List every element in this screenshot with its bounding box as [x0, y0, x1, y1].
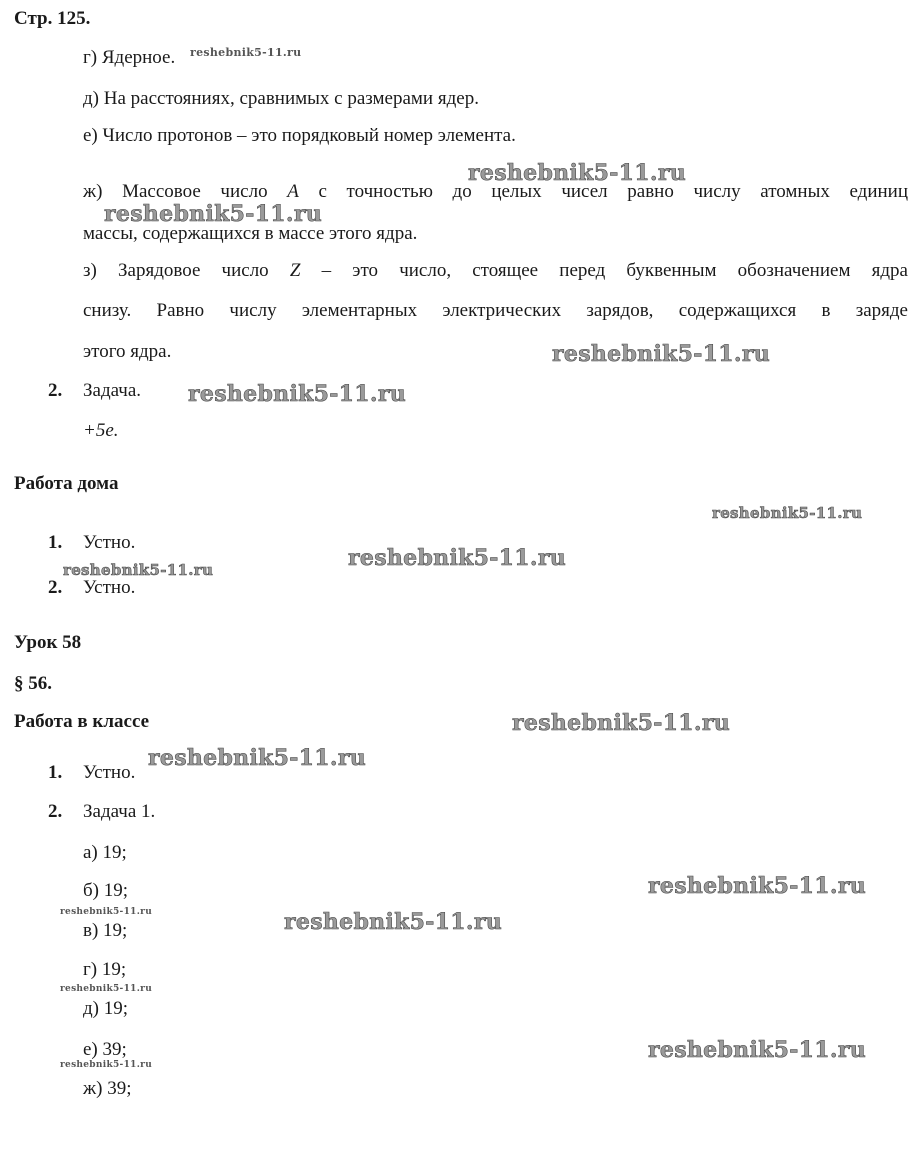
watermark: reshebnik5-11.ru	[60, 984, 153, 994]
classwork-item-2-number: 2.	[48, 801, 63, 822]
mass-number-symbol: A	[287, 181, 299, 202]
answer-d2: д) 19;	[83, 998, 129, 1019]
lesson-heading: Урок 58	[14, 632, 82, 653]
watermark: reshebnik5-11.ru	[60, 1060, 153, 1070]
answer-e: е) Число протонов – это порядковый номер элемента.	[83, 125, 516, 146]
answer-g: г) Ядерное.	[83, 47, 176, 68]
task2-answer: +5e.	[83, 420, 119, 441]
answer-v: в) 19;	[83, 920, 128, 941]
homework-heading: Работа дома	[14, 473, 119, 494]
task2-label: Задача.	[83, 380, 142, 401]
answer-b: б) 19;	[83, 880, 129, 901]
watermark: reshebnik5-11.ru	[648, 1037, 867, 1063]
answer-e2: е) 39;	[83, 1039, 127, 1060]
charge-number-symbol: Z	[289, 260, 301, 281]
answer-a: а) 19;	[83, 842, 127, 863]
watermark: reshebnik5-11.ru	[512, 710, 731, 736]
watermark: reshebnik5-11.ru	[190, 46, 302, 59]
watermark: reshebnik5-11.ru	[348, 545, 567, 571]
classwork-heading: Работа в классе	[14, 711, 150, 732]
answer-d: д) На расстояниях, сравнимых с размерами ядер.	[83, 88, 479, 109]
task2-number: 2.	[48, 380, 63, 401]
watermark: reshebnik5-11.ru	[188, 381, 407, 407]
watermark: reshebnik5-11.ru	[648, 873, 867, 899]
page-heading: Стр. 125.	[14, 8, 91, 29]
classwork-item-1-number: 1.	[48, 762, 63, 783]
homework-item-1-number: 1.	[48, 532, 63, 553]
answer-z-line3: этого ядра.	[83, 341, 172, 362]
classwork-item-1-text: Устно.	[83, 762, 136, 783]
answer-z-line1	[83, 260, 908, 282]
watermark: reshebnik5-11.ru	[148, 745, 367, 771]
paragraph-heading: § 56.	[14, 673, 52, 694]
answer-z-line2: снизу. Равно числу элементарных электрических зарядов, содержащихся в заряде	[83, 300, 908, 321]
classwork-item-2-text: Задача 1.	[83, 801, 156, 822]
answer-z-pre: з) Зарядовое число	[83, 260, 290, 281]
watermark: reshebnik5-11.ru	[468, 160, 687, 186]
homework-item-2-text: Устно.	[83, 577, 136, 598]
watermark: reshebnik5-11.ru	[712, 504, 863, 522]
homework-item-2-number: 2.	[48, 577, 63, 598]
answer-zh-pre: ж) Массовое число	[83, 181, 288, 202]
watermark: reshebnik5-11.ru	[63, 561, 214, 579]
answer-zh-line2: массы, содержащихся в массе этого ядра.	[83, 223, 418, 244]
answer-zh2: ж) 39;	[83, 1078, 132, 1099]
watermark: reshebnik5-11.ru	[552, 341, 771, 367]
watermark: reshebnik5-11.ru	[60, 907, 153, 917]
watermark: reshebnik5-11.ru	[284, 909, 503, 935]
answer-z-post: – это число, стоящее перед буквенным обозначением ядра	[300, 260, 908, 281]
homework-item-1-text: Устно.	[83, 532, 136, 553]
answer-zh-post: с точностью до целых чисел равно числу атомных единиц	[298, 181, 908, 202]
watermark: reshebnik5-11.ru	[104, 201, 323, 227]
answer-g2: г) 19;	[83, 959, 127, 980]
